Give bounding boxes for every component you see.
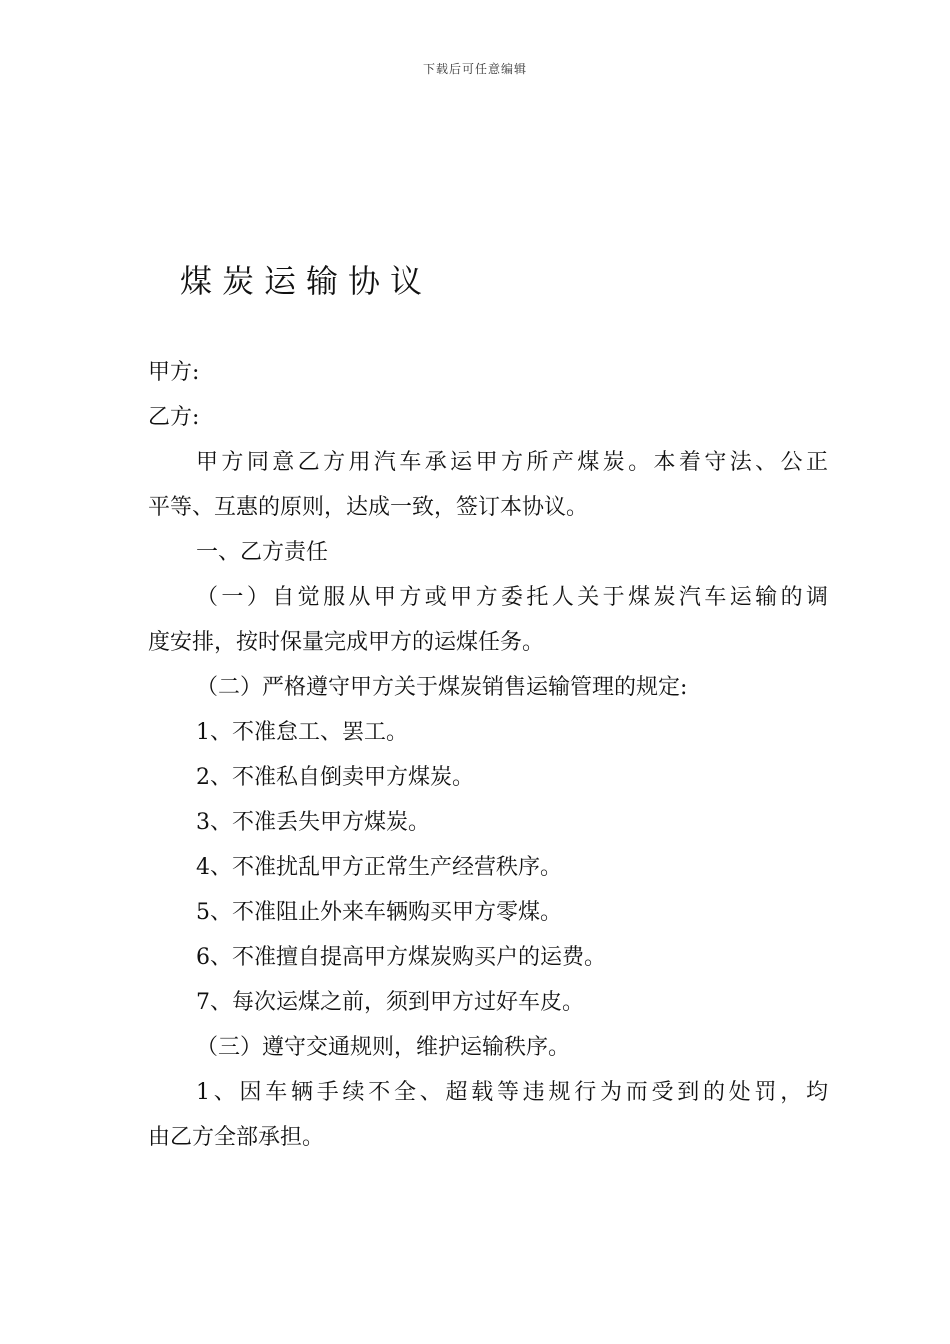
party-a-label: 甲方:: [148, 360, 200, 385]
clause-3-item-1-line-1: 1、因车辆手续不全、超载等违规行为而受到的处罚，均: [196, 1080, 828, 1105]
clause-2-heading: （二）严格遵守甲方关于煤炭销售运输管理的规定:: [196, 675, 688, 700]
rule-item: 7、每次运煤之前，须到甲方过好车皮。: [196, 990, 584, 1015]
clause-1-line-1: （一）自觉服从甲方或甲方委托人关于煤炭汽车运输的调: [196, 585, 828, 610]
intro-paragraph-line-2: 平等、互惠的原则，达成一致，签订本协议。: [148, 495, 589, 520]
intro-paragraph-line-1: 甲方同意乙方用汽车承运甲方所产煤炭。本着守法、公正: [196, 450, 828, 475]
rule-item: 4、不准扰乱甲方正常生产经营秩序。: [196, 855, 562, 880]
document-title: 煤炭运输协议: [180, 262, 433, 300]
clause-3-heading: （三）遵守交通规则，维护运输秩序。: [196, 1035, 571, 1060]
header-note: 下载后可任意编辑: [422, 62, 527, 76]
rule-item: 2、不准私自倒卖甲方煤炭。: [196, 765, 474, 790]
rule-item: 5、不准阻止外来车辆购买甲方零煤。: [196, 900, 562, 925]
rule-item: 6、不准擅自提高甲方煤炭购买户的运费。: [196, 945, 606, 970]
clause-1-line-2: 度安排，按时保量完成甲方的运煤任务。: [148, 630, 545, 655]
section-1-heading: 一、乙方责任: [196, 540, 329, 565]
clause-3-item-1-line-2: 由乙方全部承担。: [148, 1125, 325, 1150]
rule-item: 3、不准丢失甲方煤炭。: [196, 810, 430, 835]
rule-item: 1、不准怠工、罢工。: [196, 720, 408, 745]
party-b-label: 乙方:: [148, 405, 200, 430]
